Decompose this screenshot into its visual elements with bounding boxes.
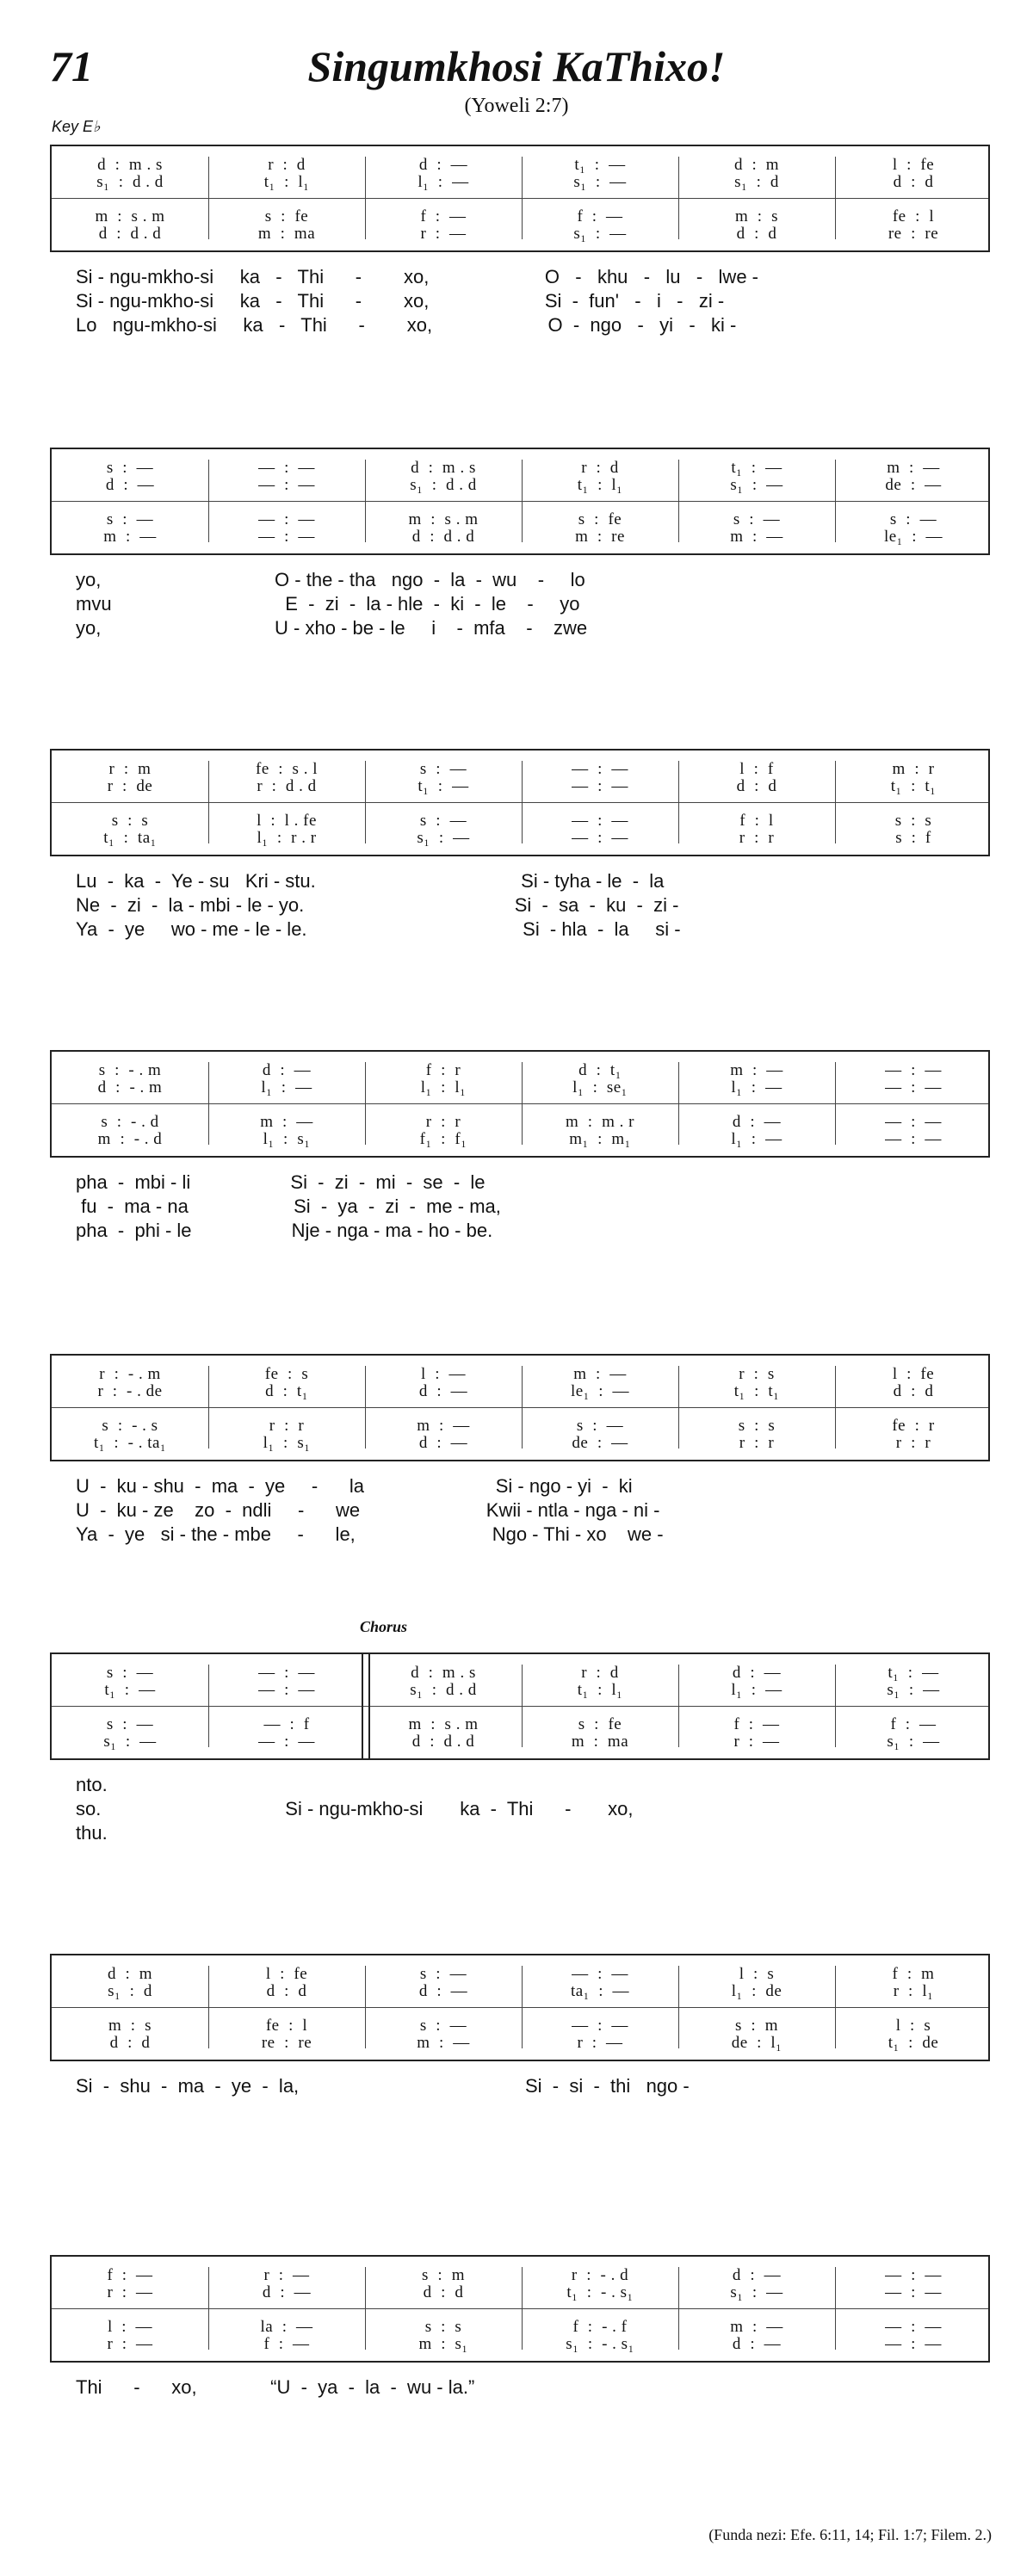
note-row: r : m bbox=[108, 760, 152, 778]
note-row: — : — bbox=[885, 1061, 942, 1079]
lyric-line: U - ku - shu - ma - ye - la Si - ngo - yi - ki bbox=[76, 1475, 633, 1497]
measure bbox=[365, 1356, 522, 1463]
note-row: r : d . d bbox=[257, 777, 317, 795]
lyric-line: Si - shu - ma - ye - la, Si - si - thi ngo - bbox=[76, 2075, 690, 2097]
note-row: d : m bbox=[733, 156, 780, 174]
note-row: — : — bbox=[885, 1113, 942, 1131]
note-row: m : — bbox=[417, 1417, 470, 1435]
note-row: — : — bbox=[258, 528, 315, 546]
key-signature: Key E♭ bbox=[52, 118, 101, 135]
measure bbox=[52, 146, 208, 254]
note-row: d : — bbox=[732, 2266, 782, 2284]
note-row: d : — bbox=[262, 1061, 312, 1079]
note-row: d : d bbox=[266, 1982, 307, 2000]
lyric-line: so. Si - ngu-mkho-si ka - Thi - xo, bbox=[76, 1798, 634, 1819]
note-row: d : d bbox=[736, 777, 777, 795]
measure bbox=[208, 1654, 365, 1762]
note-row: s : fe bbox=[264, 207, 309, 225]
note-row: — : — bbox=[885, 2318, 942, 2336]
note-row: d : d bbox=[736, 225, 777, 243]
note-row: m : — bbox=[417, 2034, 470, 2052]
measure bbox=[678, 1052, 835, 1159]
measure bbox=[678, 1356, 835, 1463]
note-row: d : — bbox=[418, 156, 468, 174]
note-row: d : m . s bbox=[411, 1664, 476, 1682]
note-row: m : s . m bbox=[408, 1715, 479, 1733]
note-row: s : — bbox=[419, 2017, 467, 2035]
note-row: d : t₁ bbox=[578, 1061, 622, 1079]
note-row: — : — bbox=[572, 829, 628, 847]
note-row: r : — bbox=[263, 2266, 310, 2284]
note-row: m : s . m bbox=[95, 207, 165, 225]
note-row: f : — bbox=[890, 1715, 937, 1733]
measure bbox=[365, 1654, 522, 1762]
note-row: s : - . s bbox=[102, 1417, 158, 1435]
staff-box bbox=[50, 1652, 990, 1760]
lyric-line: Thi - xo, “U - ya - la - wu - la.” bbox=[76, 2376, 475, 2398]
lyric-line: Lu - ka - Ye - su Kri - stu. Si - tyha - le - la bbox=[76, 870, 665, 892]
measure bbox=[678, 146, 835, 254]
note-row: d : d bbox=[109, 2034, 151, 2052]
measure bbox=[522, 449, 678, 557]
note-row: t₁ : t₁ bbox=[733, 1382, 780, 1400]
note-row: r : - . m bbox=[99, 1365, 161, 1383]
note-row: r : d bbox=[581, 459, 619, 477]
note-row: l₁ : de bbox=[731, 1982, 782, 2000]
note-row: s : s bbox=[111, 812, 149, 830]
note-row: l : f bbox=[739, 760, 774, 778]
staff-box bbox=[50, 1954, 990, 2061]
note-row: s : m bbox=[422, 2266, 465, 2284]
note-row: m : ma bbox=[257, 225, 316, 243]
note-row: s : fe bbox=[578, 510, 622, 528]
note-row: m : s₁ bbox=[418, 2335, 468, 2353]
note-row: m : — bbox=[730, 1061, 783, 1079]
measure bbox=[208, 449, 365, 557]
note-row: s : — bbox=[419, 1965, 467, 1983]
note-row: s₁ : — bbox=[887, 1733, 940, 1751]
measure bbox=[522, 1052, 678, 1159]
note-row: l : fe bbox=[892, 156, 935, 174]
note-row: — : — bbox=[572, 2017, 628, 2035]
note-row: f : — bbox=[107, 2266, 153, 2284]
measure bbox=[208, 1356, 365, 1463]
measure bbox=[208, 1052, 365, 1159]
scripture-reference: (Yoweli 2:7) bbox=[464, 95, 569, 117]
note-row: d : m bbox=[107, 1965, 153, 1983]
lyric-line: mvu E - zi - la - hle - ki - le - yo bbox=[76, 593, 580, 615]
note-row: r : de bbox=[107, 777, 153, 795]
note-row: ta₁ : — bbox=[570, 1982, 630, 2000]
note-row: l : l . fe bbox=[257, 812, 317, 830]
note-row: d : — bbox=[732, 2335, 782, 2353]
note-row: r : r bbox=[425, 1113, 461, 1131]
note-row: de : l₁ bbox=[731, 2034, 782, 2052]
measure bbox=[52, 1356, 208, 1463]
measure bbox=[678, 449, 835, 557]
staff-box bbox=[50, 2255, 990, 2363]
measure bbox=[835, 449, 992, 557]
note-row: s₁ : — bbox=[103, 1733, 157, 1751]
note-row: m : s bbox=[108, 2017, 152, 2035]
note-row: — : — bbox=[885, 2266, 942, 2284]
note-row: s : — bbox=[733, 510, 781, 528]
measure bbox=[52, 2257, 208, 2364]
note-row: d : m . s bbox=[97, 156, 163, 174]
note-row: s : — bbox=[889, 510, 937, 528]
lyric-line: Si - ngu-mkho-si ka - Thi - xo, Si - fun' - i - zi - bbox=[76, 290, 725, 312]
measure bbox=[835, 146, 992, 254]
note-row: f : - . f bbox=[572, 2318, 628, 2336]
note-row: t₁ : - . s₁ bbox=[566, 2283, 634, 2301]
measure bbox=[835, 1356, 992, 1463]
note-row: le₁ : — bbox=[883, 528, 943, 546]
measure bbox=[835, 1654, 992, 1762]
note-row: m : - . d bbox=[97, 1130, 163, 1148]
note-row: r : r bbox=[269, 1417, 305, 1435]
note-row: l₁ : s₁ bbox=[263, 1130, 311, 1148]
note-row: f₁ : f₁ bbox=[419, 1130, 467, 1148]
lyric-line: Ya - ye si - the - mbe - le, Ngo - Thi - xo we - bbox=[76, 1523, 664, 1545]
measure bbox=[52, 449, 208, 557]
note-row: r : - . d bbox=[571, 2266, 629, 2284]
note-row: r : r bbox=[739, 829, 775, 847]
note-row: m : ma bbox=[571, 1733, 629, 1751]
note-row: f : m bbox=[892, 1965, 935, 1983]
note-row: fe : s bbox=[264, 1365, 309, 1383]
note-row: l₁ : s₁ bbox=[263, 1434, 311, 1452]
lyric-line: thu. bbox=[76, 1822, 108, 1844]
note-row: le₁ : — bbox=[570, 1382, 630, 1400]
measure bbox=[678, 2257, 835, 2364]
measure bbox=[522, 751, 678, 858]
lyric-line: U - ku - ze zo - ndli - we Kwii - ntla - nga - ni - bbox=[76, 1499, 660, 1521]
measure bbox=[835, 1955, 992, 2063]
note-row: — : — bbox=[885, 1078, 942, 1096]
note-row: d : — bbox=[418, 1382, 468, 1400]
staff-box bbox=[50, 1354, 990, 1461]
note-row: m₁ : m₁ bbox=[569, 1130, 631, 1148]
note-row: l₁ : — bbox=[418, 173, 469, 191]
note-row: d : d . d bbox=[98, 225, 162, 243]
note-row: l : fe bbox=[892, 1365, 935, 1383]
note-row: d : d bbox=[423, 2283, 464, 2301]
note-row: s : — bbox=[106, 1715, 154, 1733]
note-row: — : — bbox=[258, 476, 315, 494]
note-row: t₁ : — bbox=[731, 459, 782, 477]
measure bbox=[522, 1955, 678, 2063]
note-row: d : m . s bbox=[411, 459, 476, 477]
note-row: s₁ : — bbox=[573, 173, 627, 191]
note-row: d : — bbox=[105, 476, 155, 494]
note-row: r : d bbox=[268, 156, 306, 174]
note-row: m : — bbox=[730, 2318, 783, 2336]
note-row: — : — bbox=[258, 510, 315, 528]
note-row: de : — bbox=[885, 476, 942, 494]
note-row: r : - . de bbox=[97, 1382, 163, 1400]
note-row: s₁ : d . d bbox=[410, 476, 477, 494]
note-row: m : re bbox=[575, 528, 625, 546]
note-row: t₁ : l₁ bbox=[577, 476, 623, 494]
note-row: s : fe bbox=[578, 1715, 622, 1733]
note-row: — : — bbox=[258, 1733, 315, 1751]
staff-box bbox=[50, 1050, 990, 1158]
note-row: fe : l bbox=[892, 207, 935, 225]
note-row: d : — bbox=[418, 1434, 468, 1452]
measure bbox=[678, 1955, 835, 2063]
note-row: l : s bbox=[895, 2017, 931, 2035]
note-row: l : — bbox=[420, 1365, 467, 1383]
lyric-line: yo, O - the - tha ngo - la - wu - lo bbox=[76, 569, 585, 590]
note-row: r : l₁ bbox=[893, 1982, 934, 2000]
note-row: r : r bbox=[895, 1434, 931, 1452]
note-row: m : — bbox=[730, 528, 783, 546]
note-row: — : — bbox=[885, 2283, 942, 2301]
note-row: s : — bbox=[106, 510, 154, 528]
note-row: t₁ : — bbox=[574, 156, 626, 174]
note-row: f : r bbox=[425, 1061, 461, 1079]
note-row: r : s bbox=[739, 1365, 775, 1383]
note-row: s : s bbox=[894, 812, 932, 830]
note-row: r : — bbox=[420, 225, 467, 243]
note-row: l₁ : — bbox=[731, 1130, 782, 1148]
note-row: r : — bbox=[107, 2335, 153, 2353]
note-row: s : m bbox=[735, 2017, 778, 2035]
note-row: la : — bbox=[260, 2318, 313, 2336]
lyric-line: Ya - ye wo - me - le - le. Si - hla - la si - bbox=[76, 918, 681, 940]
note-row: l : s bbox=[739, 1965, 775, 1983]
measure bbox=[365, 449, 522, 557]
lyric-line: fu - ma - na Si - ya - zi - me - ma, bbox=[76, 1195, 501, 1217]
note-row: l : — bbox=[107, 2318, 153, 2336]
measure bbox=[835, 751, 992, 858]
note-row: r : — bbox=[577, 2034, 623, 2052]
note-row: d : — bbox=[732, 1113, 782, 1131]
note-row: s : — bbox=[419, 760, 467, 778]
measure bbox=[365, 1052, 522, 1159]
measure bbox=[52, 751, 208, 858]
note-row: d : d bbox=[893, 173, 934, 191]
staff-box bbox=[50, 749, 990, 856]
lyric-line: Si - ngu-mkho-si ka - Thi - xo, O - khu - lu - lwe - bbox=[76, 266, 758, 287]
measure bbox=[522, 1654, 678, 1762]
note-row: s : - . d bbox=[101, 1113, 159, 1131]
note-row: l : fe bbox=[265, 1965, 308, 1983]
note-row: f : — bbox=[420, 207, 467, 225]
note-row: l₁ : se₁ bbox=[572, 1078, 628, 1096]
note-row: fe : s . l bbox=[256, 760, 318, 778]
note-row: t₁ : — bbox=[418, 777, 469, 795]
measure bbox=[835, 2257, 992, 2364]
note-row: d : t₁ bbox=[265, 1382, 308, 1400]
note-row: — : f bbox=[263, 1715, 310, 1733]
note-row: f : — bbox=[577, 207, 623, 225]
note-row: de : — bbox=[572, 1434, 628, 1452]
note-row: f : — bbox=[733, 1715, 780, 1733]
note-row: m : s . m bbox=[408, 510, 479, 528]
note-row: s : f bbox=[895, 829, 931, 847]
note-row: r : r bbox=[739, 1434, 775, 1452]
measure bbox=[208, 1955, 365, 2063]
note-row: s₁ : — bbox=[573, 225, 627, 243]
note-row: fe : l bbox=[265, 2017, 308, 2035]
measure bbox=[522, 1356, 678, 1463]
note-row: s₁ : — bbox=[730, 2283, 783, 2301]
note-row: s₁ : — bbox=[417, 829, 470, 847]
note-row: l₁ : r . r bbox=[257, 829, 317, 847]
measure bbox=[52, 1052, 208, 1159]
note-row: — : — bbox=[572, 760, 628, 778]
note-row: t₁ : de bbox=[888, 2034, 939, 2052]
measure bbox=[522, 2257, 678, 2364]
measure bbox=[365, 1955, 522, 2063]
note-row: l₁ : — bbox=[731, 1681, 782, 1699]
measure bbox=[365, 2257, 522, 2364]
note-row: s₁ : — bbox=[887, 1681, 940, 1699]
lyric-line: yo, U - xho - be - le i - mfa - zwe bbox=[76, 617, 588, 639]
note-row: — : — bbox=[572, 777, 628, 795]
hymn-title: Singumkhosi KaThixo! bbox=[307, 42, 726, 90]
note-row: t₁ : l₁ bbox=[577, 1681, 623, 1699]
note-row: r : d bbox=[581, 1664, 619, 1682]
note-row: — : — bbox=[258, 1664, 315, 1682]
lyric-line: Ne - zi - la - mbi - le - yo. Si - sa - ku - zi - bbox=[76, 894, 679, 916]
note-row: m : — bbox=[260, 1113, 313, 1131]
staff-box bbox=[50, 448, 990, 555]
note-row: d : — bbox=[262, 2283, 312, 2301]
note-row: l₁ : l₁ bbox=[420, 1078, 467, 1096]
chorus-label: Chorus bbox=[360, 1618, 408, 1635]
note-row: d : — bbox=[418, 1982, 468, 2000]
hymn-number: 71 bbox=[50, 42, 93, 90]
note-row: d : - . m bbox=[97, 1078, 163, 1096]
note-row: t₁ : - . ta₁ bbox=[93, 1434, 167, 1452]
measure bbox=[678, 751, 835, 858]
measure bbox=[52, 1654, 208, 1762]
lyric-line: pha - mbi - li Si - zi - mi - se - le bbox=[76, 1171, 486, 1193]
note-row: f : — bbox=[263, 2335, 310, 2353]
lyric-line: pha - phi - le Nje - nga - ma - ho - be. bbox=[76, 1220, 493, 1241]
note-row: s : — bbox=[576, 1417, 624, 1435]
note-row: m : — bbox=[887, 459, 940, 477]
note-row: s : s bbox=[738, 1417, 776, 1435]
note-row: re : re bbox=[888, 225, 939, 243]
note-row: s : — bbox=[419, 812, 467, 830]
lyric-line: nto. bbox=[76, 1774, 108, 1795]
note-row: t₁ : — bbox=[888, 1664, 939, 1682]
note-row: — : — bbox=[885, 1130, 942, 1148]
note-row: t₁ : — bbox=[104, 1681, 156, 1699]
footer-references: (Funda nezi: Efe. 6:11, 14; Fil. 1:7; Filem. 2.) bbox=[708, 2526, 992, 2543]
note-row: — : — bbox=[885, 2335, 942, 2353]
measure bbox=[678, 1654, 835, 1762]
note-row: t₁ : l₁ bbox=[263, 173, 310, 191]
note-row: d : d bbox=[893, 1382, 934, 1400]
note-row: fe : r bbox=[892, 1417, 935, 1435]
measure bbox=[522, 146, 678, 254]
note-row: s : s bbox=[424, 2318, 462, 2336]
measure bbox=[208, 2257, 365, 2364]
measure bbox=[365, 146, 522, 254]
note-row: s : — bbox=[106, 459, 154, 477]
note-row: s : - . m bbox=[98, 1061, 162, 1079]
note-row: s₁ : - . s₁ bbox=[566, 2335, 634, 2353]
note-row: d : d . d bbox=[411, 1733, 475, 1751]
note-row: d : — bbox=[732, 1664, 782, 1682]
measure bbox=[52, 1955, 208, 2063]
note-row: d : d . d bbox=[411, 528, 475, 546]
note-row: l₁ : — bbox=[261, 1078, 312, 1096]
note-row: — : — bbox=[572, 1965, 628, 1983]
measure bbox=[208, 146, 365, 254]
note-row: t₁ : t₁ bbox=[890, 777, 937, 795]
note-row: m : — bbox=[573, 1365, 627, 1383]
note-row: s : — bbox=[106, 1664, 154, 1682]
measure bbox=[208, 751, 365, 858]
note-row: r : — bbox=[107, 2283, 153, 2301]
note-row: re : re bbox=[261, 2034, 312, 2052]
measure bbox=[365, 751, 522, 858]
measure bbox=[835, 1052, 992, 1159]
note-row: t₁ : ta₁ bbox=[103, 829, 157, 847]
lyric-line: Lo ngu-mkho-si ka - Thi - xo, O - ngo - yi - ki - bbox=[76, 314, 737, 336]
note-row: — : — bbox=[572, 812, 628, 830]
note-row: s₁ : d bbox=[108, 1982, 152, 2000]
note-row: — : — bbox=[258, 1681, 315, 1699]
note-row: m : — bbox=[103, 528, 157, 546]
note-row: m : r bbox=[892, 760, 935, 778]
note-row: s₁ : — bbox=[730, 476, 783, 494]
note-row: m : m . r bbox=[566, 1113, 634, 1131]
note-row: s₁ : d . d bbox=[96, 173, 164, 191]
note-row: — : — bbox=[258, 459, 315, 477]
note-row: s₁ : d bbox=[734, 173, 779, 191]
note-row: f : l bbox=[739, 812, 774, 830]
note-row: r : — bbox=[733, 1733, 780, 1751]
note-row: m : s bbox=[735, 207, 778, 225]
note-row: l₁ : — bbox=[731, 1078, 782, 1096]
staff-box bbox=[50, 145, 990, 252]
note-row: s₁ : d . d bbox=[410, 1681, 477, 1699]
